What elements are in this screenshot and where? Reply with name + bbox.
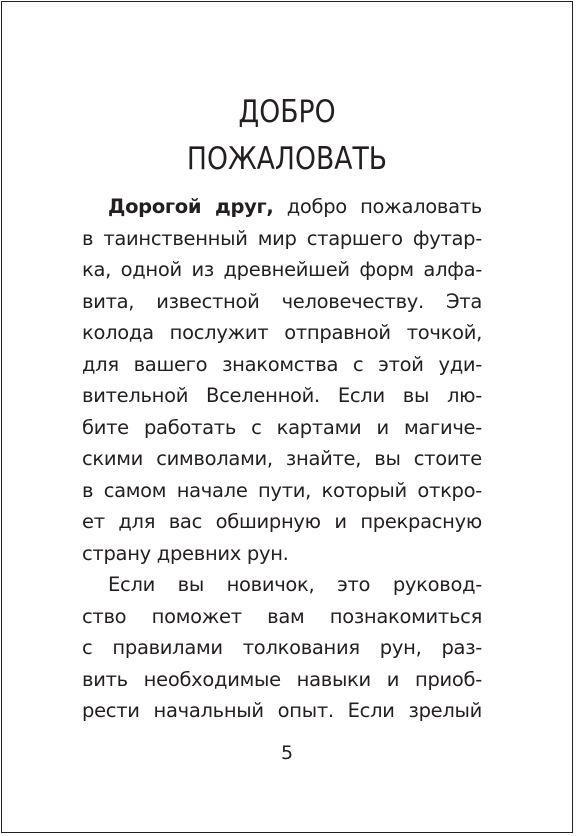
body-text <box>82 191 482 727</box>
paragraph-1-line: ка, одной из древнейшей форм алфа- <box>82 258 482 281</box>
greeting-rest: добро пожаловать <box>273 195 482 218</box>
paragraph-1-line-1 <box>82 191 482 223</box>
paragraph-1-line: вительной Вселенной. Если вы лю- <box>82 384 482 407</box>
paragraph-1-line: страну древних рун. <box>82 541 289 565</box>
page-title-line-1: ДОБРО <box>238 94 336 130</box>
paragraph-2-line: вить необходимые навыки и приоб- <box>82 667 482 691</box>
paragraph-1-line: в таинственный мир старшего футар- <box>82 226 482 250</box>
paragraph-2-line: с правилами толкования рун, раз- <box>82 636 482 659</box>
page-title-line-2: ПОЖАЛОВАТЬ <box>186 141 388 177</box>
paragraph-2-line: рести начальный опыт. Если зрелый <box>82 699 482 722</box>
paragraph-2-line: ство поможет вам познакомиться <box>82 604 482 628</box>
paragraph-1-line: для вашего знакомства с этой уди- <box>82 352 482 376</box>
page-number: 5 <box>280 742 294 764</box>
paragraph-1-line: вита, известной человечеству. Эта <box>82 289 482 313</box>
paragraph-1-line: в самом начале пути, который откро- <box>82 478 482 502</box>
paragraph-2-line: Если вы новичок, это руковод- <box>108 573 482 596</box>
greeting-bold: Дорогой друг, <box>108 195 274 218</box>
paragraph-1-line: колода послужит отправной точкой, <box>82 321 482 344</box>
book-page <box>1 1 573 833</box>
paragraph-1-line: бите работать с картами и магиче- <box>82 415 482 439</box>
paragraph-1-line: ет для вас обширную и прекрасную <box>82 510 482 533</box>
paragraph-1-line: скими символами, знайте, вы стоите <box>82 447 482 470</box>
